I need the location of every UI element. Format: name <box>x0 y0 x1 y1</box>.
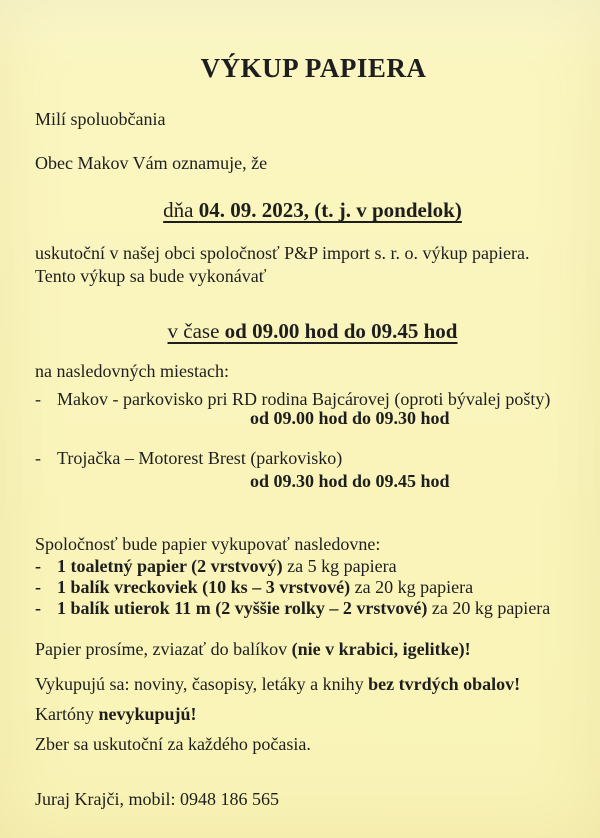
contact-line: Juraj Krajči, mobil: 0948 186 565 <box>35 789 279 809</box>
date-value: 04. 09. 2023, (t. j. v pondelok) <box>198 198 462 222</box>
rate-amount: za 20 kg papiera <box>427 598 551 618</box>
event-time-line <box>35 318 578 344</box>
body-line: Tento výkup sa bude vykonávať <box>35 266 267 286</box>
rate-item-name: 1 toaletný papier (2 vrstvový) <box>57 556 283 576</box>
note-regular: Zber sa uskutoční za každého počasia. <box>35 734 311 754</box>
note-bold: (nie v krabici, igelitke)! <box>291 639 471 659</box>
rates-heading: Spoločnosť bude papier vykupovať nasledovne: <box>35 534 381 554</box>
note-line <box>35 638 578 661</box>
greeting-text: Milí spoluobčania <box>35 109 166 129</box>
rate-item <box>35 576 578 599</box>
location-name: Makov - parkovisko pri RD rodina Bajcárovej (oproti bývalej pošty) <box>57 389 551 409</box>
event-time-underlined <box>168 319 458 343</box>
note-regular: Kartóny <box>35 704 99 724</box>
note-bold: nevykupujú! <box>98 704 197 724</box>
dash-bullet: - <box>35 448 41 468</box>
rate-item <box>35 555 578 578</box>
rate-amount: za 20 kg papiera <box>350 577 474 597</box>
dash-bullet: - <box>35 598 41 618</box>
dash-bullet: - <box>35 389 41 409</box>
dash-bullet: - <box>35 556 41 576</box>
rate-item-name: 1 balík vreckoviek (10 ks – 3 vrstvové) <box>57 577 351 597</box>
body-line: uskutoční v našej obci spoločnosť P&P import s. r. o. výkup papiera. <box>35 243 530 263</box>
note-regular: Vykupujú sa: noviny, časopisy, letáky a knihy <box>35 674 369 694</box>
intro-text: Obec Makov Vám oznamuje, že <box>35 153 268 173</box>
date-prefix: dňa <box>163 198 199 222</box>
note-line <box>35 703 578 726</box>
note-bold: bez tvrdých obalov! <box>368 674 521 694</box>
note-regular: Papier prosíme, zviazať do balíkov <box>35 639 292 659</box>
time-value: od 09.00 hod do 09.45 hod <box>224 319 458 343</box>
dash-bullet: - <box>35 577 41 597</box>
location-name: Trojačka – Motorest Brest (parkovisko) <box>57 448 343 468</box>
locations-heading: na nasledovných miestach: <box>35 361 229 381</box>
event-date-line <box>35 197 578 223</box>
time-prefix: v čase <box>167 319 225 343</box>
notice-title: VÝKUP PAPIERA <box>200 53 427 83</box>
location-time: od 09.30 hod do 09.45 hod <box>250 471 450 491</box>
note-line <box>35 673 578 696</box>
location-time: od 09.00 hod do 09.30 hod <box>250 408 450 428</box>
note-line <box>35 733 578 756</box>
event-date-underlined <box>163 198 462 222</box>
rate-item-name: 1 balík utierok 11 m (2 vyššie rolky – 2 vrstvové) <box>57 598 428 618</box>
rate-amount: za 5 kg papiera <box>282 556 397 576</box>
rate-item <box>35 597 578 620</box>
location-item <box>35 447 578 470</box>
